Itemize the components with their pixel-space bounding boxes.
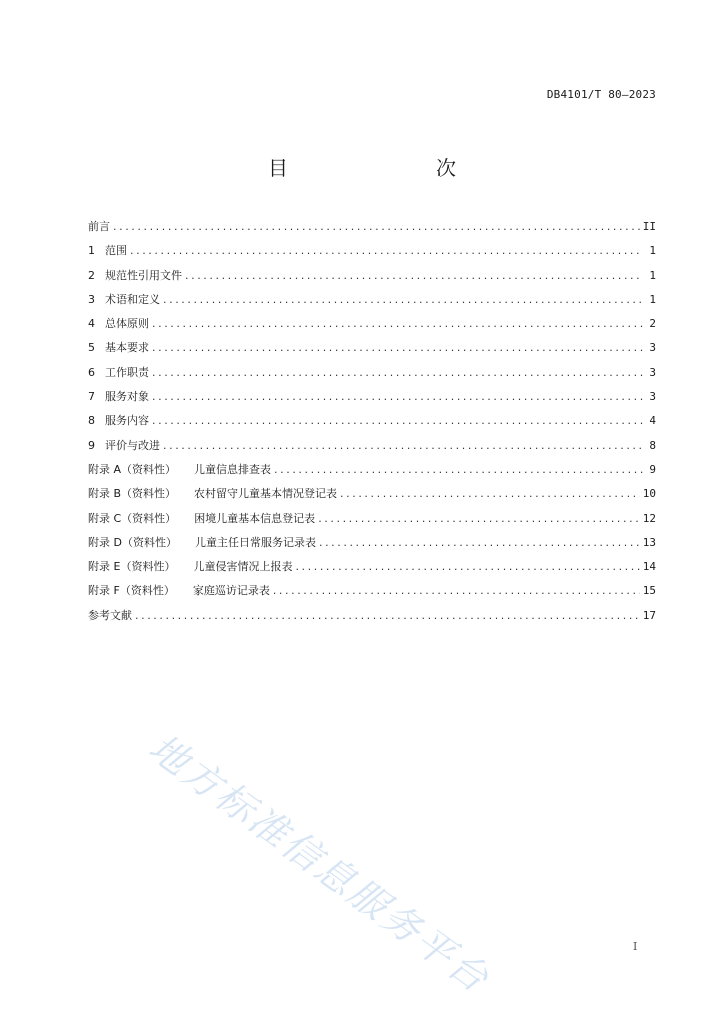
toc-dot-leader bbox=[135, 606, 640, 626]
toc-label: 基本要求 bbox=[105, 341, 149, 355]
toc-row-5[interactable] bbox=[88, 338, 656, 362]
toc-label: 儿童侵害情况上报表 bbox=[193, 560, 293, 574]
toc-page-number: 17 bbox=[642, 608, 656, 622]
toc-number: 5 bbox=[88, 341, 95, 355]
table-of-contents bbox=[88, 217, 656, 630]
toc-page-number: 12 bbox=[642, 511, 656, 525]
toc-dot-leader bbox=[152, 387, 643, 407]
toc-page-number: II bbox=[642, 220, 656, 233]
toc-label: 农村留守儿童基本情况登记表 bbox=[194, 487, 338, 501]
toc-label: 术语和定义 bbox=[105, 292, 160, 306]
toc-page-number: 9 bbox=[649, 462, 656, 476]
toc-dot-leader bbox=[273, 581, 640, 601]
toc-number: 6 bbox=[88, 365, 95, 379]
toc-row-appendix-f[interactable] bbox=[88, 581, 656, 605]
toc-row-3[interactable] bbox=[88, 290, 656, 314]
toc-dot-leader bbox=[113, 217, 640, 237]
toc-appendix-label: 附录 E（资料性） bbox=[88, 560, 176, 574]
toc-dot-leader bbox=[319, 533, 640, 553]
toc-appendix-label: 附录 C（资料性） bbox=[88, 511, 177, 525]
toc-number: 1 bbox=[88, 244, 95, 258]
toc-row-9[interactable] bbox=[88, 436, 656, 460]
toc-number: 3 bbox=[88, 292, 95, 306]
toc-appendix-label: 附录 B（资料性） bbox=[88, 487, 177, 501]
toc-dot-leader bbox=[274, 460, 643, 480]
toc-number: 9 bbox=[88, 438, 95, 452]
toc-dot-leader bbox=[295, 557, 639, 577]
toc-row-appendix-a[interactable] bbox=[88, 460, 656, 484]
toc-row-appendix-e[interactable] bbox=[88, 557, 656, 581]
toc-row-7[interactable] bbox=[88, 387, 656, 411]
toc-row-appendix-b[interactable] bbox=[88, 484, 656, 508]
toc-page-number: 4 bbox=[649, 414, 656, 428]
toc-dot-leader bbox=[163, 436, 643, 456]
toc-label: 家庭巡访记录表 bbox=[192, 584, 270, 598]
toc-dot-leader bbox=[163, 290, 643, 310]
toc-label: 服务内容 bbox=[105, 414, 149, 428]
toc-dot-leader bbox=[340, 484, 640, 504]
toc-dot-leader bbox=[318, 509, 640, 529]
document-code: DB4101/T 80—2023 bbox=[546, 88, 656, 101]
toc-label: 前言 bbox=[88, 220, 110, 233]
toc-label: 困境儿童基本信息登记表 bbox=[194, 511, 316, 525]
toc-page-number: 14 bbox=[642, 560, 656, 574]
toc-number: 2 bbox=[88, 268, 95, 282]
toc-number: 7 bbox=[88, 390, 95, 404]
toc-page-number: 3 bbox=[649, 341, 656, 355]
toc-number: 4 bbox=[88, 317, 95, 331]
watermark: 地方标准信息服务平台 bbox=[140, 725, 499, 1002]
toc-appendix-label: 附录 A（资料性） bbox=[88, 462, 177, 476]
toc-row-2[interactable] bbox=[88, 266, 656, 290]
toc-page-number: 15 bbox=[642, 584, 656, 598]
toc-dot-leader bbox=[130, 241, 643, 261]
toc-label: 总体原则 bbox=[105, 317, 149, 331]
toc-label: 儿童信息排查表 bbox=[194, 462, 272, 476]
toc-page-number: 2 bbox=[649, 317, 656, 331]
toc-row-6[interactable] bbox=[88, 363, 656, 387]
toc-row-appendix-d[interactable] bbox=[88, 533, 656, 557]
toc-number: 8 bbox=[88, 414, 95, 428]
toc-row-foreword[interactable] bbox=[88, 217, 656, 241]
toc-page-number: 3 bbox=[649, 365, 656, 379]
toc-label: 范围 bbox=[105, 244, 127, 258]
toc-dot-leader bbox=[185, 266, 643, 286]
toc-label: 参考文献 bbox=[88, 608, 132, 622]
toc-dot-leader bbox=[152, 314, 643, 334]
toc-row-appendix-c[interactable] bbox=[88, 509, 656, 533]
page-number: I bbox=[633, 940, 638, 953]
toc-row-references[interactable] bbox=[88, 606, 656, 630]
toc-row-8[interactable] bbox=[88, 411, 656, 435]
page-title: 目 次 bbox=[268, 156, 492, 180]
toc-page-number: 1 bbox=[649, 244, 656, 258]
toc-dot-leader bbox=[152, 363, 643, 383]
toc-page-number: 13 bbox=[642, 535, 656, 549]
toc-page-number: 10 bbox=[642, 487, 656, 501]
toc-label: 儿童主任日常服务记录表 bbox=[194, 535, 316, 549]
toc-label: 服务对象 bbox=[105, 390, 149, 404]
toc-appendix-label: 附录 F（资料性） bbox=[88, 584, 175, 598]
toc-page-number: 1 bbox=[649, 268, 656, 282]
toc-dot-leader bbox=[152, 411, 643, 431]
toc-page-number: 1 bbox=[649, 292, 656, 306]
toc-label: 规范性引用文件 bbox=[105, 268, 182, 282]
toc-dot-leader bbox=[152, 338, 643, 358]
toc-page-number: 8 bbox=[649, 438, 656, 452]
toc-label: 评价与改进 bbox=[105, 438, 160, 452]
toc-row-4[interactable] bbox=[88, 314, 656, 338]
toc-page-number: 3 bbox=[649, 390, 656, 404]
toc-appendix-label: 附录 D（资料性） bbox=[88, 535, 177, 549]
toc-row-1[interactable] bbox=[88, 241, 656, 265]
toc-label: 工作职责 bbox=[105, 365, 149, 379]
